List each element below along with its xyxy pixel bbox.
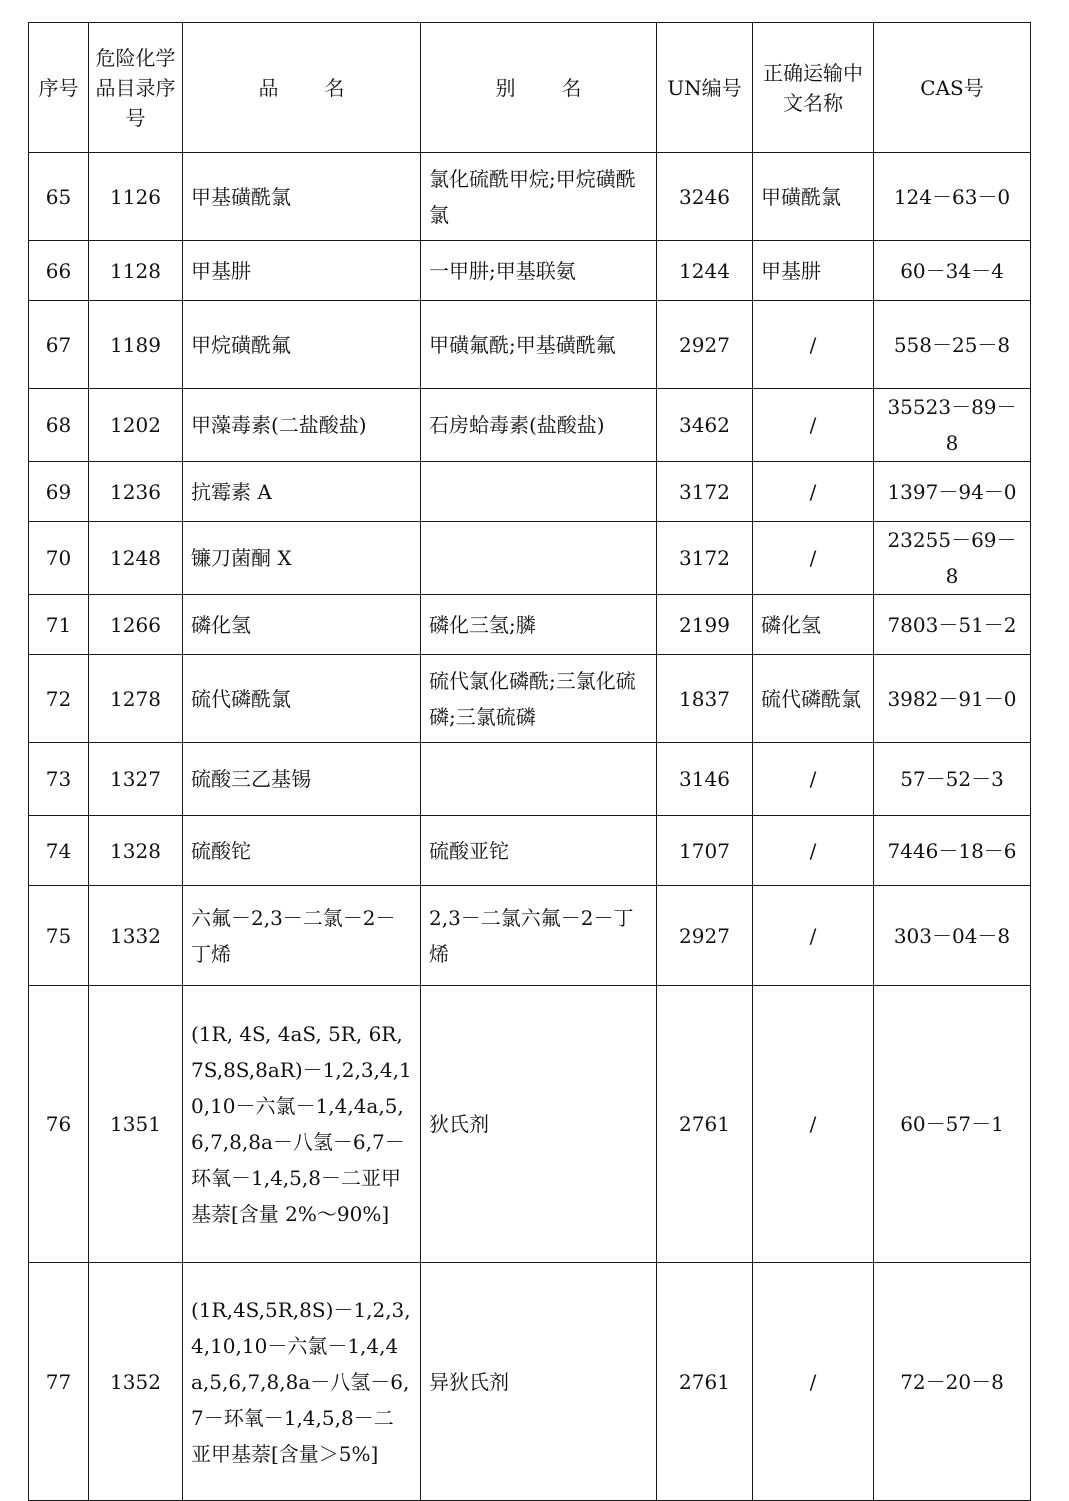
cell-un: 2199 [657,595,753,655]
cell-catalog-no: 1278 [89,655,183,743]
table-row [29,389,1031,462]
table-row [29,1263,1031,1501]
cell-cas: 7446－18－6 [874,816,1031,886]
cell-name: 镰刀菌酮 X [183,522,421,595]
table-row [29,816,1031,886]
header-un: UN编号 [657,23,753,153]
cell-alias: 磷化三氢;膦 [421,595,657,655]
cell-seq: 76 [29,986,89,1263]
cell-name: 硫代磷酰氯 [183,655,421,743]
cell-cas: 57－52－3 [874,743,1031,816]
cell-catalog-no: 1189 [89,301,183,389]
cell-transport-name: 磷化氢 [753,595,874,655]
cell-un: 1244 [657,241,753,301]
table-row [29,743,1031,816]
cell-catalog-no: 1202 [89,389,183,462]
cell-un: 3246 [657,153,753,241]
cell-alias: 甲磺氟酰;甲基磺酰氟 [421,301,657,389]
cell-cas: 60－57－1 [874,986,1031,1263]
header-seq: 序号 [29,23,89,153]
cell-catalog-no: 1126 [89,153,183,241]
header-transport-name: 正确运输中文名称 [753,23,874,153]
cell-name: 磷化氢 [183,595,421,655]
cell-alias: 石房蛤毒素(盐酸盐) [421,389,657,462]
cell-name: 六氟－2,3－二氯－2－丁烯 [183,886,421,986]
cell-seq: 73 [29,743,89,816]
cell-alias [421,462,657,522]
cell-seq: 71 [29,595,89,655]
cell-name: (1R, 4S, 4aS, 5R, 6R,7S,8S,8aR)－1,2,3,4,10,10－六氯－1,4,4a,5,6,7,8,8a－八氢－6,7－环氧－1,4,5,8－二亚甲基萘[含量 2%～90%] [183,986,421,1263]
cell-seq: 68 [29,389,89,462]
hazardous-chemicals-table [28,22,1031,1501]
cell-catalog-no: 1327 [89,743,183,816]
cell-transport-name: 甲基肼 [753,241,874,301]
cell-seq: 77 [29,1263,89,1501]
cell-transport-name: / [753,986,874,1263]
cell-catalog-no: 1236 [89,462,183,522]
cell-alias [421,743,657,816]
cell-un: 3146 [657,743,753,816]
cell-name: 甲基肼 [183,241,421,301]
cell-name: 硫酸三乙基锡 [183,743,421,816]
cell-seq: 75 [29,886,89,986]
cell-seq: 72 [29,655,89,743]
cell-catalog-no: 1352 [89,1263,183,1501]
cell-seq: 66 [29,241,89,301]
cell-alias: 一甲肼;甲基联氨 [421,241,657,301]
table-row [29,595,1031,655]
table-row [29,462,1031,522]
cell-cas: 558－25－8 [874,301,1031,389]
cell-un: 1707 [657,816,753,886]
cell-alias: 硫代氯化磷酰;三氯化硫磷;三氯硫磷 [421,655,657,743]
cell-alias [421,522,657,595]
cell-transport-name: / [753,522,874,595]
cell-catalog-no: 1266 [89,595,183,655]
table-row [29,301,1031,389]
cell-seq: 74 [29,816,89,886]
cell-seq: 65 [29,153,89,241]
cell-cas: 303－04－8 [874,886,1031,986]
cell-alias: 狄氏剂 [421,986,657,1263]
cell-un: 2761 [657,986,753,1263]
cell-name: 硫酸铊 [183,816,421,886]
cell-cas: 60－34－4 [874,241,1031,301]
cell-name: 甲烷磺酰氟 [183,301,421,389]
cell-seq: 69 [29,462,89,522]
cell-transport-name: / [753,301,874,389]
cell-transport-name: / [753,743,874,816]
cell-transport-name: / [753,1263,874,1501]
table-row [29,886,1031,986]
cell-alias: 2,3－二氯六氟－2－丁烯 [421,886,657,986]
cell-catalog-no: 1332 [89,886,183,986]
cell-un: 2927 [657,886,753,986]
cell-name: 甲藻毒素(二盐酸盐) [183,389,421,462]
cell-cas: 72－20－8 [874,1263,1031,1501]
cell-un: 2927 [657,301,753,389]
table-row [29,986,1031,1263]
cell-un: 3172 [657,522,753,595]
table-row [29,241,1031,301]
cell-transport-name: / [753,389,874,462]
cell-alias: 氯化硫酰甲烷;甲烷磺酰氯 [421,153,657,241]
cell-un: 2761 [657,1263,753,1501]
cell-un: 1837 [657,655,753,743]
cell-cas: 7803－51－2 [874,595,1031,655]
cell-alias: 硫酸亚铊 [421,816,657,886]
cell-cas: 124－63－0 [874,153,1031,241]
table-row [29,655,1031,743]
header-catalog-no: 危险化学品目录序号 [89,23,183,153]
table-row [29,522,1031,595]
cell-catalog-no: 1351 [89,986,183,1263]
cell-un: 3172 [657,462,753,522]
header-alias: 别名 [421,23,657,153]
cell-cas: 1397－94－0 [874,462,1031,522]
table-body [29,153,1031,1501]
cell-cas: 35523－89－8 [874,389,1031,462]
cell-name: (1R,4S,5R,8S)－1,2,3,4,10,10－六氯－1,4,4a,5,6,7,8,8a－八氢－6,7－环氧－1,4,5,8－二亚甲基萘[含量＞5%] [183,1263,421,1501]
cell-un: 3462 [657,389,753,462]
cell-alias: 异狄氏剂 [421,1263,657,1501]
cell-transport-name: / [753,816,874,886]
cell-name: 甲基磺酰氯 [183,153,421,241]
cell-catalog-no: 1128 [89,241,183,301]
header-cas: CAS号 [874,23,1031,153]
cell-name: 抗霉素 A [183,462,421,522]
table-row [29,153,1031,241]
table-header-row [29,23,1031,153]
cell-catalog-no: 1248 [89,522,183,595]
cell-seq: 70 [29,522,89,595]
cell-transport-name: / [753,886,874,986]
header-name: 品名 [183,23,421,153]
cell-cas: 3982－91－0 [874,655,1031,743]
cell-catalog-no: 1328 [89,816,183,886]
cell-transport-name: 甲磺酰氯 [753,153,874,241]
cell-seq: 67 [29,301,89,389]
cell-transport-name: 硫代磷酰氯 [753,655,874,743]
cell-cas: 23255－69－8 [874,522,1031,595]
cell-transport-name: / [753,462,874,522]
